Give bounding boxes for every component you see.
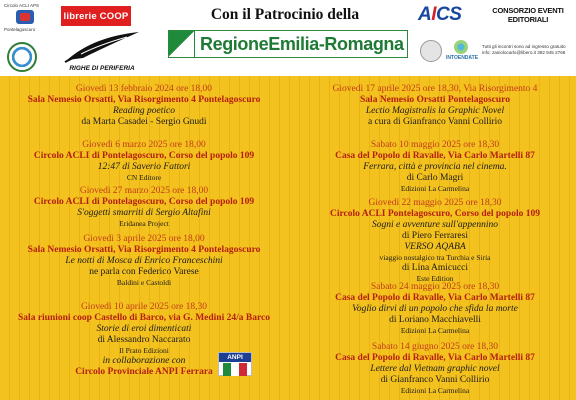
event-publisher: Este Edition <box>416 273 454 283</box>
event-publisher: Eridanea Project <box>119 219 169 228</box>
event-block <box>300 140 570 194</box>
event-publisher: CN Editore <box>126 173 162 182</box>
righe-di-periferia-logo <box>61 30 143 74</box>
event-date: Giovedì 3 aprile 2025 ore 18,00 <box>83 234 205 244</box>
aics-seal-icon <box>420 40 442 62</box>
event-author: di Lina Amicucci <box>402 262 468 273</box>
event-title: Voglio dirvi di un popolo che sfida la morte <box>352 304 518 314</box>
event-venue: Circolo ACLI di Pontelagoscuro, Corso del popolo 109 <box>33 197 255 207</box>
event-venue: Sala riunioni coop Castello di Barco, via G. Medini 24/a Barco <box>18 313 270 323</box>
coop-seal-icon <box>7 42 37 72</box>
anpi-badge <box>218 352 252 376</box>
contacts-info: Tutti gli incontri sono ad ingresso gratuito info: zaniolocarlo@libero.it 392 945 2766 <box>482 44 566 55</box>
event-venue: Circolo ACLI Pontelagoscuro, Corso del popolo 109 <box>330 209 540 219</box>
event-title: VERSO AQABA <box>404 242 466 252</box>
event-date: Giovedì 27 marzo 2025 ore 18,00 <box>79 186 209 196</box>
event-venue: Casa del Popolo di Ravalle, Via Carlo Martelli 87 <box>335 293 535 303</box>
event-publisher: Edizioni La Carmelina <box>400 326 470 335</box>
event-venue: Casa del Popolo di Ravalle, Via Carlo Martelli 87 <box>335 151 535 161</box>
event-author: di Gianfranco Vanni Collirio <box>380 375 490 385</box>
event-publisher: viaggio nostalgico tra Turchia e Siria <box>379 253 491 262</box>
event-block <box>300 342 570 396</box>
italian-flag-icon <box>223 363 247 376</box>
patrocinio-heading: Con il Patrocinio della <box>210 6 360 23</box>
regione-name: RegioneEmilia-Romagna <box>200 33 404 54</box>
event-venue: Circolo ACLI di Pontelagoscuro, Corso del popolo 109 <box>33 151 255 161</box>
event-title: Reading poetico <box>113 106 175 116</box>
event-date: Giovedì 10 aprile 2025 ore 18,30 <box>80 302 208 312</box>
event-publisher: Baldini e Castoldi <box>116 278 172 287</box>
event-date: Sabato 10 maggio 2025 ore 18,30 <box>370 140 500 150</box>
librerie-coop-logo: librerie COOP <box>61 6 131 26</box>
event-author: ne parla con Federico Varese <box>89 267 199 277</box>
quill-pen-icon <box>61 30 143 64</box>
anpi-label: ANPI <box>219 353 251 362</box>
event-author: di Loriano Macchiavelli <box>389 315 481 325</box>
event-author: a cura di Gianfranco Vanni Collirio <box>367 117 503 127</box>
event-title: 12:47 di Saverio Fattori <box>97 162 191 172</box>
header-logos <box>0 0 576 76</box>
acli-caption: Circolo ACLI APS <box>4 3 40 8</box>
event-author: di Piero Ferraresi <box>402 231 468 241</box>
event-block <box>300 84 570 128</box>
event-block <box>10 186 278 229</box>
event-publisher: Edizioni La Carmelina <box>400 386 470 395</box>
event-author: di Carlo Magri <box>406 173 464 183</box>
event-venue: Casa del Popolo di Ravalle, Via Carlo Martelli 87 <box>335 353 535 363</box>
event-date: Sabato 24 maggio 2025 ore 18,30 <box>370 282 500 292</box>
acli-logo <box>4 3 48 39</box>
event-title: Ferrara, città e provincia nel cinema. <box>363 162 507 172</box>
event-title: Sogni e avventure sull'appennino <box>372 220 498 230</box>
event-block <box>10 140 278 183</box>
righe-label: RIGHE DI PERIFERIA <box>69 65 135 72</box>
event-author: di Alessandro Naccarato <box>97 335 191 345</box>
regione-emilia-romagna-logo <box>168 30 408 58</box>
event-publisher: Edizioni La Carmelina <box>400 184 470 193</box>
consorzio-label: CONSORZIO EVENTI EDITORIALI <box>492 6 564 24</box>
acli-subcaption: Pontelagoscuro <box>4 27 36 32</box>
intoendate-icon <box>454 40 468 54</box>
event-block <box>300 198 570 283</box>
event-title: Le notti di Mosca di Enrico Franceschini <box>65 256 223 266</box>
aics-mark: AICS <box>418 4 462 25</box>
event-block <box>10 84 278 128</box>
event-date: Giovedì 22 maggio 2025 ore 18,30 <box>368 198 502 208</box>
aics-logo <box>418 4 476 34</box>
event-title: Lettere dal Vietnam graphic novel <box>370 364 500 374</box>
event-date: Giovedì 6 marzo 2025 ore 18,00 <box>82 140 206 150</box>
event-venue: Sala Nemesio Orsatti, Via Risorgimento 4 Pontelagoscuro <box>27 245 261 255</box>
event-author: da Marta Casadei - Sergio Gnudi <box>81 117 207 127</box>
event-title: S'oggetti smarriti di Sergio Altafini <box>77 208 211 218</box>
event-date: Sabato 14 giugno 2025 ore 18,30 <box>371 342 499 352</box>
regione-flag-icon <box>169 31 195 57</box>
event-title: Storie di eroi dimenticati <box>96 324 192 334</box>
event-publisher: Il Prato Edizioni <box>119 346 169 355</box>
event-venue: Sala Nemesio Orsatti, Via Risorgimento 4 Pontelagoscuro <box>27 95 261 105</box>
intoendate-logo <box>446 40 479 66</box>
intoendate-label: INTOENDATE <box>446 55 479 61</box>
event-date: Giovedì 17 aprile 2025 ore 18,30, Via Risorgimento 4 <box>332 84 538 94</box>
event-date: Giovedì 13 febbraio 2024 ore 18,00 <box>75 84 213 94</box>
event-block <box>10 234 278 288</box>
event-block <box>300 282 570 336</box>
event-title: in collaborazione con <box>102 355 186 366</box>
acli-shield-icon <box>16 10 34 24</box>
event-title: Lectio Magistralis la Graphic Novel <box>365 106 505 116</box>
consorzio-logo <box>482 6 574 32</box>
event-venue: Circolo Provinciale ANPI Ferrara <box>75 366 213 377</box>
event-venue: Sala Nemesio Orsatti Pontelagoscuro <box>360 95 510 105</box>
